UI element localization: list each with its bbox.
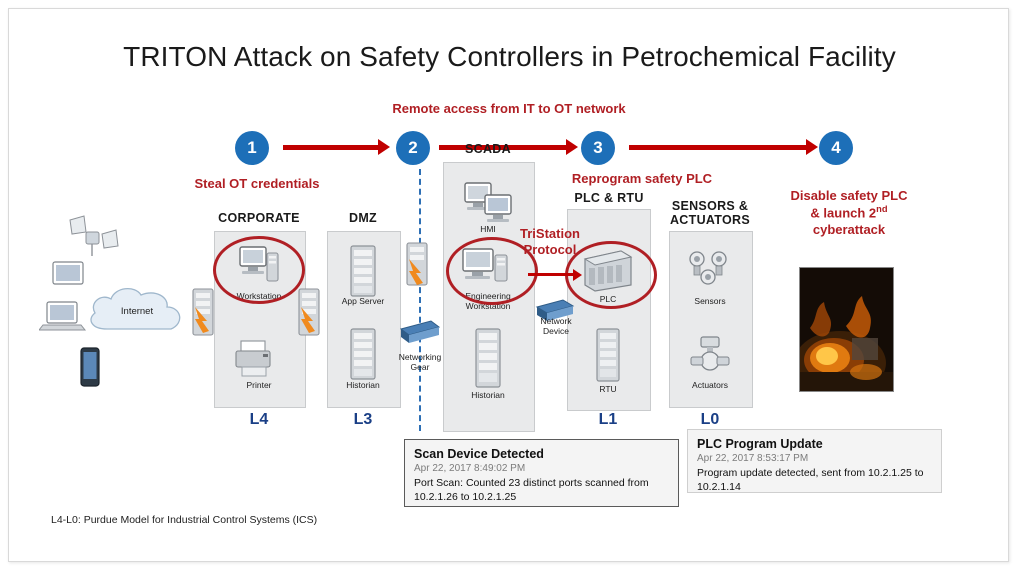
tablet-icon [47, 259, 93, 293]
step-1-label: Steal OT credentials [194, 176, 320, 191]
arrow-step1-to-step2 [283, 145, 379, 150]
step-1-circle [235, 131, 269, 165]
step-2-label: Remote access from IT to OT network [392, 101, 626, 116]
app-server-icon [347, 244, 379, 300]
sensors-icon [685, 249, 737, 293]
internet-label: Internet [120, 306, 154, 317]
tristation-protocol-label [504, 226, 596, 259]
step-4-label-line3: cyberattack [812, 221, 886, 237]
zone-scada-label: SCADA [465, 142, 511, 156]
networking-gear-label-line2: Gear [410, 361, 430, 372]
plc-label: PLC [599, 294, 617, 304]
callout-scan-body: Port Scan: Counted 23 distinct ports scanned from 10.2.1.26 to 10.2.1.25 [414, 477, 649, 503]
printer-icon [233, 339, 285, 381]
network-device-label [525, 317, 587, 337]
tristation-protocol-line2: Protocol [523, 242, 577, 258]
zone-dmz-label: DMZ [349, 211, 377, 225]
firewall-icon-corporate [187, 287, 221, 347]
page-title: TRITON Attack on Safety Controllers in Petrochemical Facility [123, 41, 896, 72]
actuators-icon [685, 331, 737, 377]
level-label-l0: L0 [700, 411, 720, 428]
arrow-tristation-to-plc [528, 273, 574, 276]
printer-label: Printer [246, 380, 272, 390]
zone-sensors-actuators-label-line2: ACTUATORS [669, 213, 750, 227]
step-4-label-line2-text: & launch 2 [810, 205, 877, 221]
network-device-label-line2: Device [543, 325, 569, 336]
step-3-label: Reprogram safety PLC [571, 171, 713, 186]
satellite-icon [64, 214, 124, 264]
corporate-workstation-label: Workstation [236, 291, 282, 301]
networking-gear-label [389, 353, 451, 373]
callout-plc-body: Program update detected, sent from 10.2.1.25 to 10.2.1.14 [697, 467, 924, 493]
step-4-label-line1: Disable safety PLC [790, 188, 908, 203]
callout-plc-program-update [687, 429, 942, 493]
level-label-l3: L3 [353, 411, 373, 428]
step-2-number: 2 [408, 138, 418, 157]
app-server-label: App Server [341, 296, 385, 306]
step-4-label [754, 188, 944, 238]
step-4-label-superscript: nd [876, 204, 888, 215]
scada-historian-icon [471, 327, 505, 393]
fire-image [800, 268, 893, 391]
callout-plc-timestamp: Apr 22, 2017 8:53:17 PM [697, 453, 809, 464]
zone-plc-rtu-label: PLC & RTU [574, 191, 644, 205]
actuators-label: Actuators [692, 380, 728, 390]
slide-frame [8, 8, 1009, 562]
laptop-icon [39, 299, 91, 337]
smartphone-icon [75, 345, 105, 391]
level-label-l1: L1 [598, 411, 618, 428]
zone-corporate-label: CORPORATE [218, 211, 300, 225]
rtu-label: RTU [599, 384, 617, 394]
firewall-icon-ot [401, 241, 435, 297]
rtu-icon [593, 327, 623, 385]
engineering-workstation-label-line2: Workstation [465, 300, 511, 311]
zone-sensors-actuators-label-line1: SENSORS & [671, 199, 749, 213]
callout-scan-timestamp: Apr 22, 2017 8:49:02 PM [414, 463, 526, 474]
callout-scan-device-detected [404, 439, 679, 507]
step-3-circle [581, 131, 615, 165]
dmz-historian-icon [347, 327, 379, 383]
networking-gear-label-line1: Networking [398, 352, 442, 362]
callout-scan-title: Scan Device Detected [414, 447, 544, 461]
step-2-circle [396, 131, 430, 165]
callout-plc-title: PLC Program Update [697, 437, 823, 451]
scada-historian-label: Historian [471, 390, 505, 400]
sensors-label: Sensors [694, 296, 726, 306]
step-1-number: 1 [247, 138, 257, 157]
arrow-step3-to-step4 [629, 145, 807, 150]
footnote: L4-L0: Purdue Model for Industrial Control Systems (ICS) [51, 514, 318, 526]
highlight-circle-workstation [213, 236, 305, 304]
step-4-number: 4 [831, 138, 841, 157]
engineering-workstation-label-line1: Engineering [465, 291, 511, 301]
level-label-l4: L4 [249, 411, 269, 428]
network-device-label-line1: Network [540, 316, 572, 326]
hmi-label: HMI [480, 224, 496, 234]
step-3-number: 3 [593, 138, 603, 157]
zone-sensors-actuators-label [664, 199, 756, 227]
firewall-icon-dmz [293, 287, 327, 347]
cyberattack-photo [799, 267, 894, 392]
dmz-historian-label: Historian [346, 380, 380, 390]
networking-gear-icon [397, 317, 443, 351]
hmi-icon [461, 177, 517, 229]
it-ot-boundary-line [419, 169, 421, 431]
step-4-label-line2 [754, 204, 944, 222]
tristation-protocol-line1: TriStation [520, 226, 580, 241]
step-4-circle [819, 131, 853, 165]
